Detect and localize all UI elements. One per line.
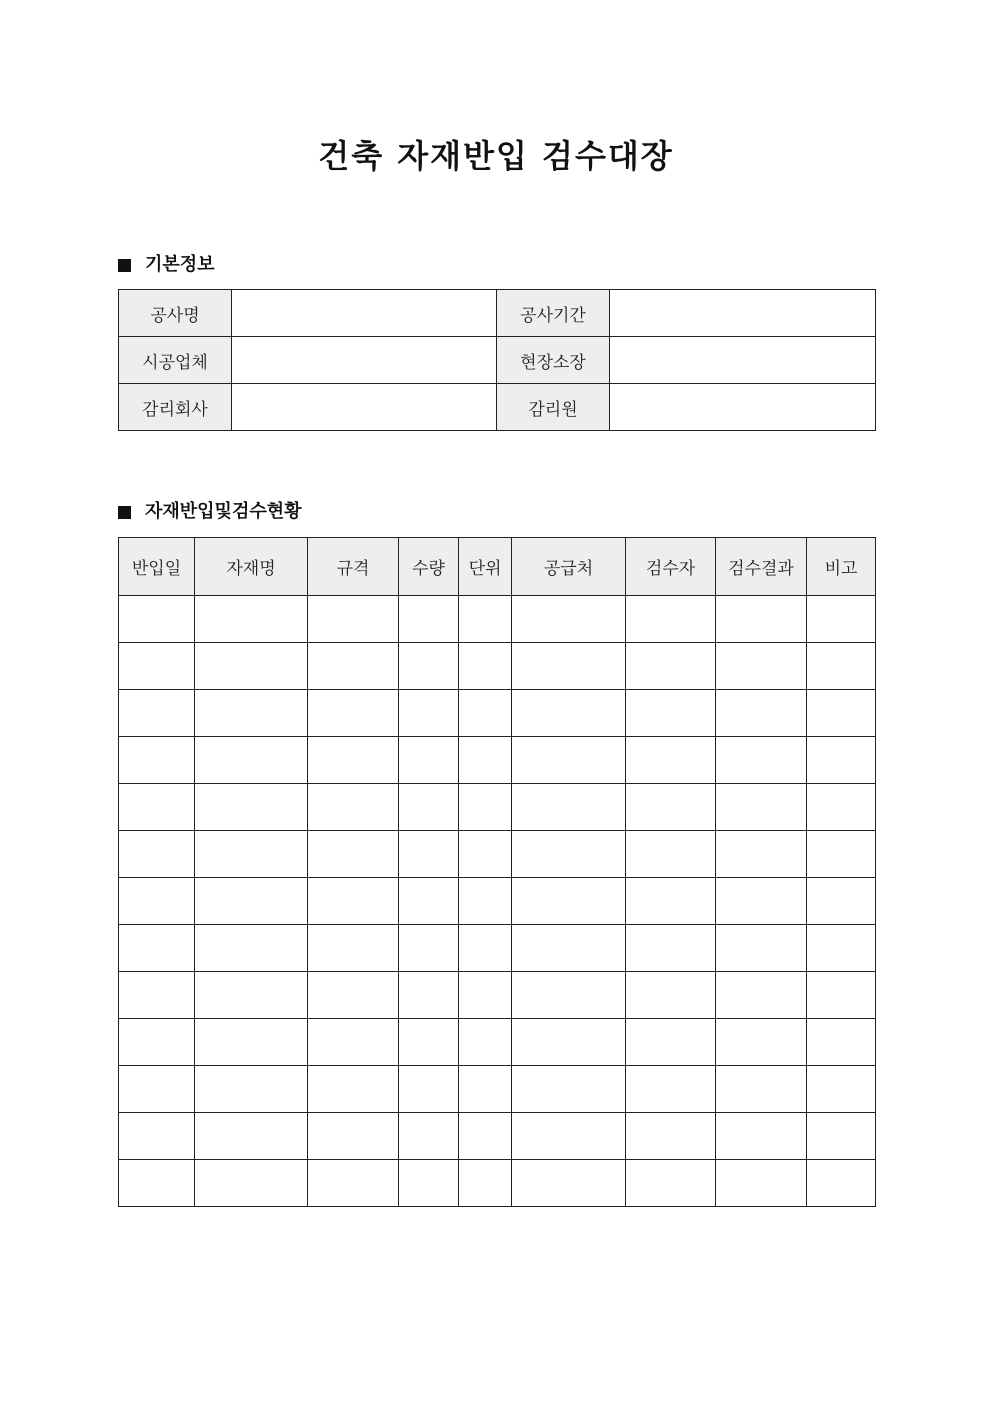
table-cell[interactable] — [716, 643, 807, 690]
table-cell[interactable] — [119, 737, 195, 784]
table-cell[interactable] — [119, 690, 195, 737]
table-cell[interactable] — [626, 690, 716, 737]
table-cell[interactable] — [195, 643, 308, 690]
table-cell[interactable] — [459, 1113, 512, 1160]
table-cell[interactable] — [626, 1113, 716, 1160]
table-cell[interactable] — [119, 643, 195, 690]
table-cell[interactable] — [459, 737, 512, 784]
table-cell[interactable] — [195, 1113, 308, 1160]
table-cell[interactable] — [716, 690, 807, 737]
table-cell[interactable] — [399, 1113, 459, 1160]
table-cell[interactable] — [716, 1066, 807, 1113]
materials-header-row — [119, 538, 876, 596]
table-cell[interactable] — [512, 925, 626, 972]
table-cell[interactable] — [195, 878, 308, 925]
table-cell[interactable] — [716, 831, 807, 878]
table-cell[interactable] — [308, 784, 399, 831]
table-cell[interactable] — [119, 784, 195, 831]
table-cell[interactable] — [195, 1066, 308, 1113]
table-cell[interactable] — [716, 596, 807, 643]
table-cell[interactable] — [512, 1066, 626, 1113]
column-header: 공급처 — [512, 538, 626, 596]
table-cell[interactable] — [399, 972, 459, 1019]
table-cell[interactable] — [512, 1019, 626, 1066]
table-cell[interactable] — [807, 690, 876, 737]
table-row — [119, 1160, 876, 1207]
table-cell[interactable] — [399, 596, 459, 643]
table-cell[interactable] — [119, 1160, 195, 1207]
square-bullet-icon — [118, 259, 131, 272]
table-row — [119, 972, 876, 1019]
table-cell[interactable] — [119, 925, 195, 972]
materials-table-body — [119, 596, 876, 1207]
basic-info-row — [119, 384, 876, 431]
table-cell[interactable] — [807, 972, 876, 1019]
table-cell[interactable] — [512, 643, 626, 690]
table-cell[interactable] — [626, 737, 716, 784]
table-cell[interactable] — [308, 972, 399, 1019]
table-cell[interactable] — [459, 878, 512, 925]
table-row — [119, 925, 876, 972]
table-cell[interactable] — [459, 831, 512, 878]
basic-info-label: 감리원 — [497, 384, 610, 431]
table-cell[interactable] — [807, 596, 876, 643]
column-header: 반입일 — [119, 538, 195, 596]
table-cell[interactable] — [459, 1160, 512, 1207]
table-row — [119, 737, 876, 784]
project-period-field[interactable] — [610, 290, 876, 337]
table-cell[interactable] — [399, 737, 459, 784]
table-row — [119, 831, 876, 878]
table-cell[interactable] — [626, 878, 716, 925]
site-manager-field[interactable] — [610, 337, 876, 384]
table-cell[interactable] — [807, 1066, 876, 1113]
column-header: 단위 — [459, 538, 512, 596]
table-cell[interactable] — [195, 1019, 308, 1066]
basic-info-row — [119, 290, 876, 337]
table-cell[interactable] — [399, 643, 459, 690]
page-title: 건축 자재반입 검수대장 — [318, 137, 674, 175]
table-cell[interactable] — [195, 831, 308, 878]
basic-info-label: 현장소장 — [497, 337, 610, 384]
table-cell[interactable] — [716, 1019, 807, 1066]
table-row — [119, 1019, 876, 1066]
basic-info-label: 시공업체 — [119, 337, 232, 384]
table-cell[interactable] — [512, 784, 626, 831]
table-cell[interactable] — [399, 878, 459, 925]
table-cell[interactable] — [459, 596, 512, 643]
table-cell[interactable] — [308, 643, 399, 690]
table-cell[interactable] — [626, 831, 716, 878]
basic-info-label: 공사명 — [119, 290, 232, 337]
basic-info-row — [119, 337, 876, 384]
table-cell[interactable] — [512, 1160, 626, 1207]
column-header: 자재명 — [195, 538, 308, 596]
table-cell[interactable] — [119, 1066, 195, 1113]
materials-heading — [118, 500, 302, 524]
table-cell[interactable] — [308, 878, 399, 925]
table-row — [119, 643, 876, 690]
table-cell[interactable] — [308, 925, 399, 972]
table-cell[interactable] — [716, 1113, 807, 1160]
table-cell[interactable] — [399, 1066, 459, 1113]
table-row — [119, 1066, 876, 1113]
table-cell[interactable] — [807, 737, 876, 784]
table-cell[interactable] — [195, 784, 308, 831]
table-cell[interactable] — [399, 784, 459, 831]
table-cell[interactable] — [512, 737, 626, 784]
table-cell[interactable] — [459, 784, 512, 831]
contractor-field[interactable] — [232, 337, 497, 384]
table-cell[interactable] — [807, 925, 876, 972]
table-row — [119, 1113, 876, 1160]
table-cell[interactable] — [119, 1019, 195, 1066]
table-cell[interactable] — [119, 878, 195, 925]
table-cell[interactable] — [119, 1113, 195, 1160]
column-header: 규격 — [308, 538, 399, 596]
table-cell[interactable] — [459, 1019, 512, 1066]
table-cell[interactable] — [807, 1113, 876, 1160]
table-cell[interactable] — [119, 831, 195, 878]
column-header: 비고 — [807, 538, 876, 596]
column-header: 수량 — [399, 538, 459, 596]
table-cell[interactable] — [716, 737, 807, 784]
table-cell[interactable] — [308, 690, 399, 737]
square-bullet-icon — [118, 506, 131, 519]
table-cell[interactable] — [195, 690, 308, 737]
materials-heading-label: 자재반입및검수현황 — [145, 501, 302, 522]
table-cell[interactable] — [459, 1066, 512, 1113]
table-row — [119, 690, 876, 737]
table-row — [119, 596, 876, 643]
table-cell[interactable] — [399, 1019, 459, 1066]
column-header: 검수결과 — [716, 538, 807, 596]
table-cell[interactable] — [512, 878, 626, 925]
table-cell[interactable] — [195, 737, 308, 784]
table-cell[interactable] — [626, 925, 716, 972]
supervisor-field[interactable] — [610, 384, 876, 431]
supervision-company-field[interactable] — [232, 384, 497, 431]
table-cell[interactable] — [512, 1113, 626, 1160]
basic-info-heading-label: 기본정보 — [145, 254, 215, 275]
table-cell[interactable] — [459, 643, 512, 690]
table-cell[interactable] — [308, 737, 399, 784]
table-cell[interactable] — [399, 925, 459, 972]
table-cell[interactable] — [512, 972, 626, 1019]
basic-info-table — [118, 289, 876, 431]
table-row — [119, 878, 876, 925]
table-cell[interactable] — [195, 972, 308, 1019]
table-cell[interactable] — [119, 596, 195, 643]
table-cell[interactable] — [626, 596, 716, 643]
basic-info-label: 공사기간 — [497, 290, 610, 337]
table-cell[interactable] — [512, 596, 626, 643]
table-cell[interactable] — [716, 1160, 807, 1207]
table-cell[interactable] — [626, 1019, 716, 1066]
table-cell[interactable] — [308, 1066, 399, 1113]
table-cell[interactable] — [512, 690, 626, 737]
table-cell[interactable] — [119, 972, 195, 1019]
table-cell[interactable] — [626, 1066, 716, 1113]
table-cell[interactable] — [399, 831, 459, 878]
materials-table — [118, 537, 876, 1207]
table-cell[interactable] — [626, 784, 716, 831]
table-cell[interactable] — [195, 1160, 308, 1207]
table-cell[interactable] — [626, 1160, 716, 1207]
table-cell[interactable] — [626, 972, 716, 1019]
table-cell[interactable] — [807, 878, 876, 925]
table-cell[interactable] — [195, 925, 308, 972]
project-name-field[interactable] — [232, 290, 497, 337]
column-header: 검수자 — [626, 538, 716, 596]
table-cell[interactable] — [807, 643, 876, 690]
basic-info-label: 감리회사 — [119, 384, 232, 431]
table-cell[interactable] — [512, 831, 626, 878]
table-cell[interactable] — [807, 784, 876, 831]
table-cell[interactable] — [399, 690, 459, 737]
table-cell[interactable] — [308, 1113, 399, 1160]
table-cell[interactable] — [807, 831, 876, 878]
table-row — [119, 784, 876, 831]
table-cell[interactable] — [308, 1019, 399, 1066]
basic-info-heading — [118, 253, 215, 277]
table-cell[interactable] — [716, 878, 807, 925]
table-cell[interactable] — [807, 1019, 876, 1066]
table-cell[interactable] — [308, 1160, 399, 1207]
table-cell[interactable] — [399, 1160, 459, 1207]
table-cell[interactable] — [459, 972, 512, 1019]
table-cell[interactable] — [308, 831, 399, 878]
table-cell[interactable] — [807, 1160, 876, 1207]
table-cell[interactable] — [308, 596, 399, 643]
table-cell[interactable] — [195, 596, 308, 643]
table-cell[interactable] — [716, 972, 807, 1019]
table-cell[interactable] — [459, 925, 512, 972]
table-cell[interactable] — [459, 690, 512, 737]
table-cell[interactable] — [626, 643, 716, 690]
table-cell[interactable] — [716, 784, 807, 831]
table-cell[interactable] — [716, 925, 807, 972]
